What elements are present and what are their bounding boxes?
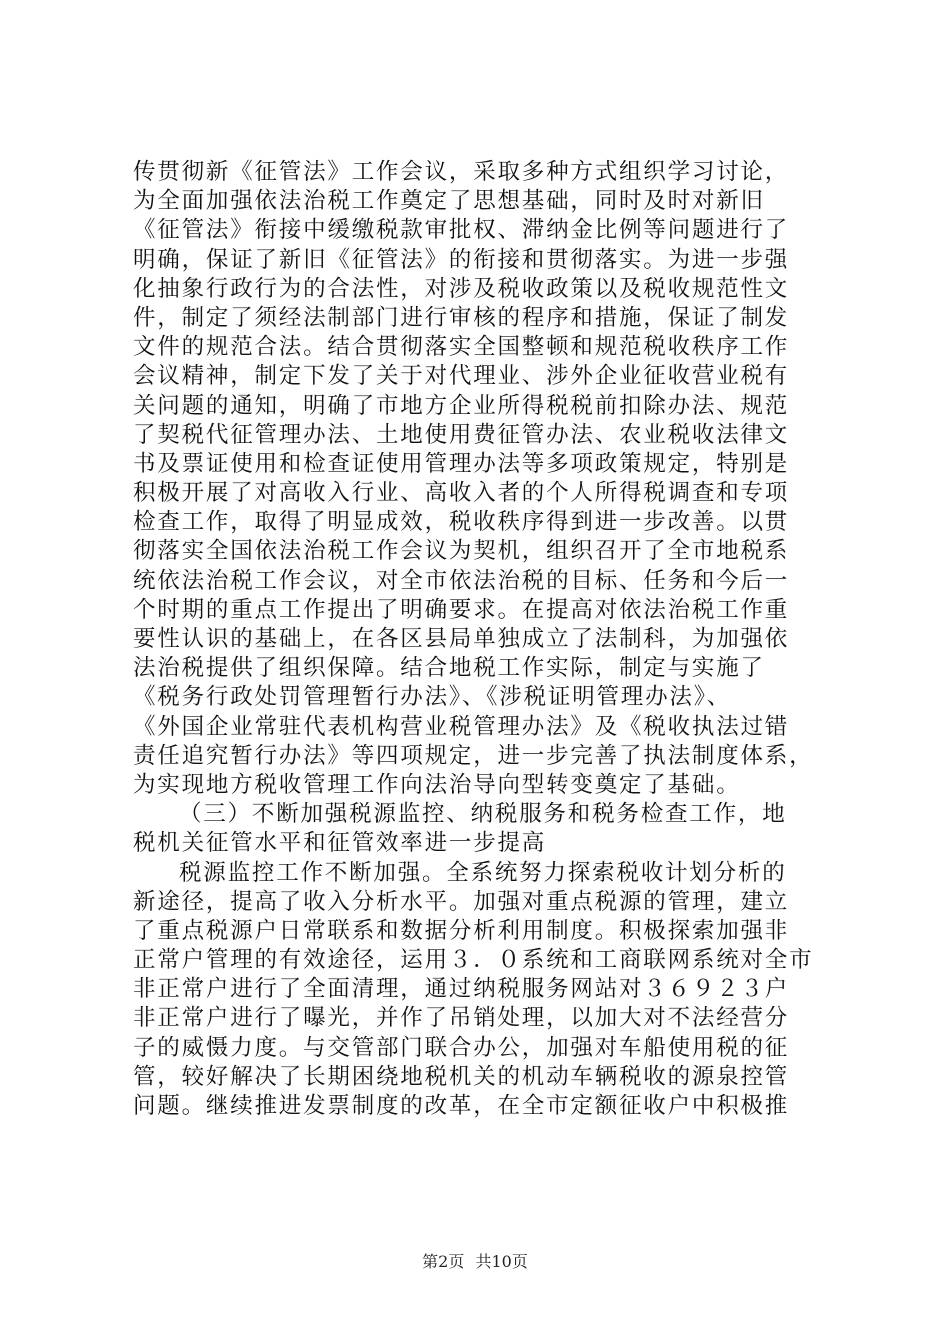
text-line: 问题。继续推进发票制度的改革，在全市定额征收户中积极推 — [133, 1093, 790, 1119]
text-line: 新途径，提高了收入分析水平。加强对重点税源的管理，建立 — [133, 888, 790, 915]
text-line: 书及票证使用和检查证使用管理办法等多项政策规定，特别是 — [133, 450, 790, 477]
text-line: 为全面加强依法治税工作奠定了思想基础，同时及时对新旧 — [133, 188, 765, 215]
page-footer — [0, 1252, 950, 1272]
text-line: 积极开展了对高收入行业、高收入者的个人所得税调查和专项 — [133, 480, 790, 507]
text-line: 为实现地方税收管理工作向法治导向型转变奠定了基础。 — [133, 771, 741, 798]
section-heading-line: （三）不断加强税源监控、纳税服务和税务检查工作，地 — [179, 801, 787, 828]
text-line: 化抽象行政行为的合法性，对涉及税收政策以及税收规范性文 — [133, 275, 790, 302]
text-line: 关问题的通知，明确了市地方企业所得税税前扣除办法、规范 — [133, 392, 790, 419]
page-number: 第2页 — [422, 1252, 465, 1271]
text-line: 了契税代征管理办法、土地使用费征管办法、农业税收法律文 — [133, 421, 790, 448]
text-line: 责任追究暂行办法》等四项规定，进一步完善了执法制度体系， — [133, 742, 814, 769]
text-line: 《征管法》衔接中缓缴税款审批权、滞纳金比例等问题进行了 — [133, 217, 790, 244]
text-line: 要性认识的基础上，在各区县局单独成立了法制科，为加强依 — [133, 626, 790, 652]
text-line: 件，制定了须经法制部门进行审核的程序和措施，保证了制发 — [133, 304, 790, 331]
section-heading-line: 税机关征管水平和征管效率进一步提高 — [133, 830, 547, 857]
text-line: 明确，保证了新旧《征管法》的衔接和贯彻落实。为进一步强 — [133, 246, 790, 273]
text-line: 非正常户进行了曝光，并作了吊销处理，以加大对不法经营分 — [133, 1005, 790, 1032]
text-line: 会议精神，制定下发了关于对代理业、涉外企业征收营业税有 — [133, 363, 790, 390]
text-line: 非正常户进行了全面清理，通过纳税服务网站对３６９２３户 — [133, 976, 790, 1003]
text-line: 个时期的重点工作提出了明确要求。在提高对依法治税工作重 — [133, 596, 790, 623]
text-line: 文件的规范合法。结合贯彻落实全国整顿和规范税收秩序工作 — [133, 334, 790, 361]
text-line: 彻落实全国依法治税工作会议为契机，组织召开了全市地税系 — [133, 538, 790, 565]
text-line: 正常户管理的有效途径，运用３．０系统和工商联网系统对全市 — [133, 947, 814, 974]
text-line: 《外国企业常驻代表机构营业税管理办法》及《税收执法过错 — [133, 713, 790, 740]
text-line: 《税务行政处罚管理暂行办法》、《涉税证明管理办法》、 — [133, 684, 732, 711]
text-line: 税源监控工作不断加强。全系统努力探索税收计划分析的 — [179, 859, 787, 886]
text-line: 法治税提供了组织保障。结合地税工作实际，制定与实施了 — [133, 655, 765, 682]
text-line: 了重点税源户日常联系和数据分析利用制度。积极探索加强非 — [133, 917, 790, 944]
page-total: 共10页 — [475, 1252, 528, 1271]
text-line: 子的威慑力度。与交管部门联合办公，加强对车船使用税的征 — [133, 1034, 790, 1061]
text-line: 统依法治税工作会议，对全市依法治税的目标、任务和今后一 — [133, 567, 790, 594]
body-text — [133, 158, 833, 1121]
text-line: 管，较好解决了长期困绕地税机关的机动车辆税收的源泉控管 — [133, 1063, 790, 1090]
text-line: 传贯彻新《征管法》工作会议，采取多种方式组织学习讨论， — [133, 159, 790, 185]
text-line: 检查工作，取得了明显成效，税收秩序得到进一步改善。以贯 — [133, 509, 790, 536]
